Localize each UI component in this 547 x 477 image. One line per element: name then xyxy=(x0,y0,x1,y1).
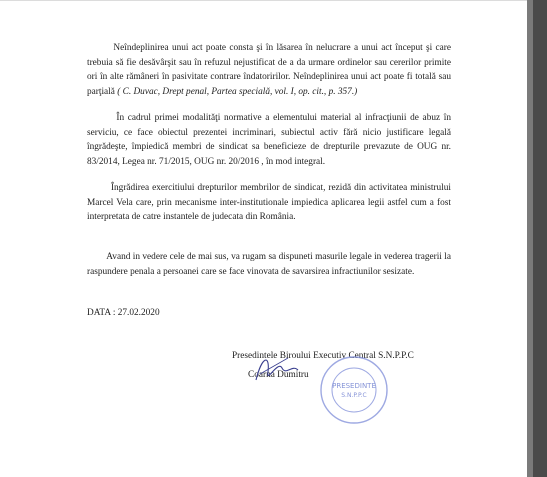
official-stamp xyxy=(318,354,390,426)
handwritten-signature xyxy=(248,350,308,390)
paragraph-3 xyxy=(87,181,451,225)
date-line: DATA : 27.02.2020 xyxy=(87,308,160,318)
paragraph-2-text: În cadrul primei modalităţi normative a elementului material al infracţiunii de abuz în serviciu, ce face obiectul prezentei incriminari, subiectul activ fără nicio justificare legală îngrădeşte, împiedică membri de sindicat sa beneficieze de drepturile prevazute de OUG nr. 83/2014, Legea nr. 71/2015, OUG nr. 20/2016 , în mod integral. xyxy=(87,113,452,167)
signatory-name: Coarna Dumitru xyxy=(248,370,309,380)
page-top-rule xyxy=(0,0,527,1)
paragraph-4-text: Avand in vedere cele de mai sus, va rugam sa dispuneti masurile legale in vederea tragerii la raspundere penala a persoanei care se face vinovata de savarsirea infractiunilor sesizate. xyxy=(87,252,452,277)
paragraph-4 xyxy=(87,250,451,279)
paragraph-2 xyxy=(87,111,451,169)
paragraph-3-text: Îngrădirea exercitiului drepturilor membrilor de sindicat, rezidă din activitatea ministrului Marcel Vela care, prin mecanisme inter-institutionale impiedica aplicarea legii astfel cum a fost interpretata de catre instantele de judecata din România. xyxy=(87,183,451,223)
scroll-rail-edge xyxy=(527,0,533,477)
paragraph-1 xyxy=(87,41,451,99)
paragraph-1-text: Neîndeplinirea unui act poate consta şi în lăsarea în nelucrare a unui act început şi care trebuia să fie desăvârşit sau în refuzul nejustificat de a da urmare ordinelor sau cererilor primite ori în alte rămâneri în pasivitate contrare îndatoririlor. Neîndeplinirea unui act poate fi totală sau parţială xyxy=(87,43,452,97)
viewer-scroll-rail[interactable] xyxy=(527,0,547,477)
stamp-line-2: S.N.P.P.C xyxy=(341,392,367,399)
signature-title: Presedintele Biroului Executiv Central S.N.P.P.C xyxy=(232,351,414,361)
paragraph-1-citation: ( C. Duvac, Drept penal, Partea specială, vol. I, op. cit., p. 357.) xyxy=(117,86,358,97)
stamp-line-1: PRESEDINTE xyxy=(332,382,376,390)
